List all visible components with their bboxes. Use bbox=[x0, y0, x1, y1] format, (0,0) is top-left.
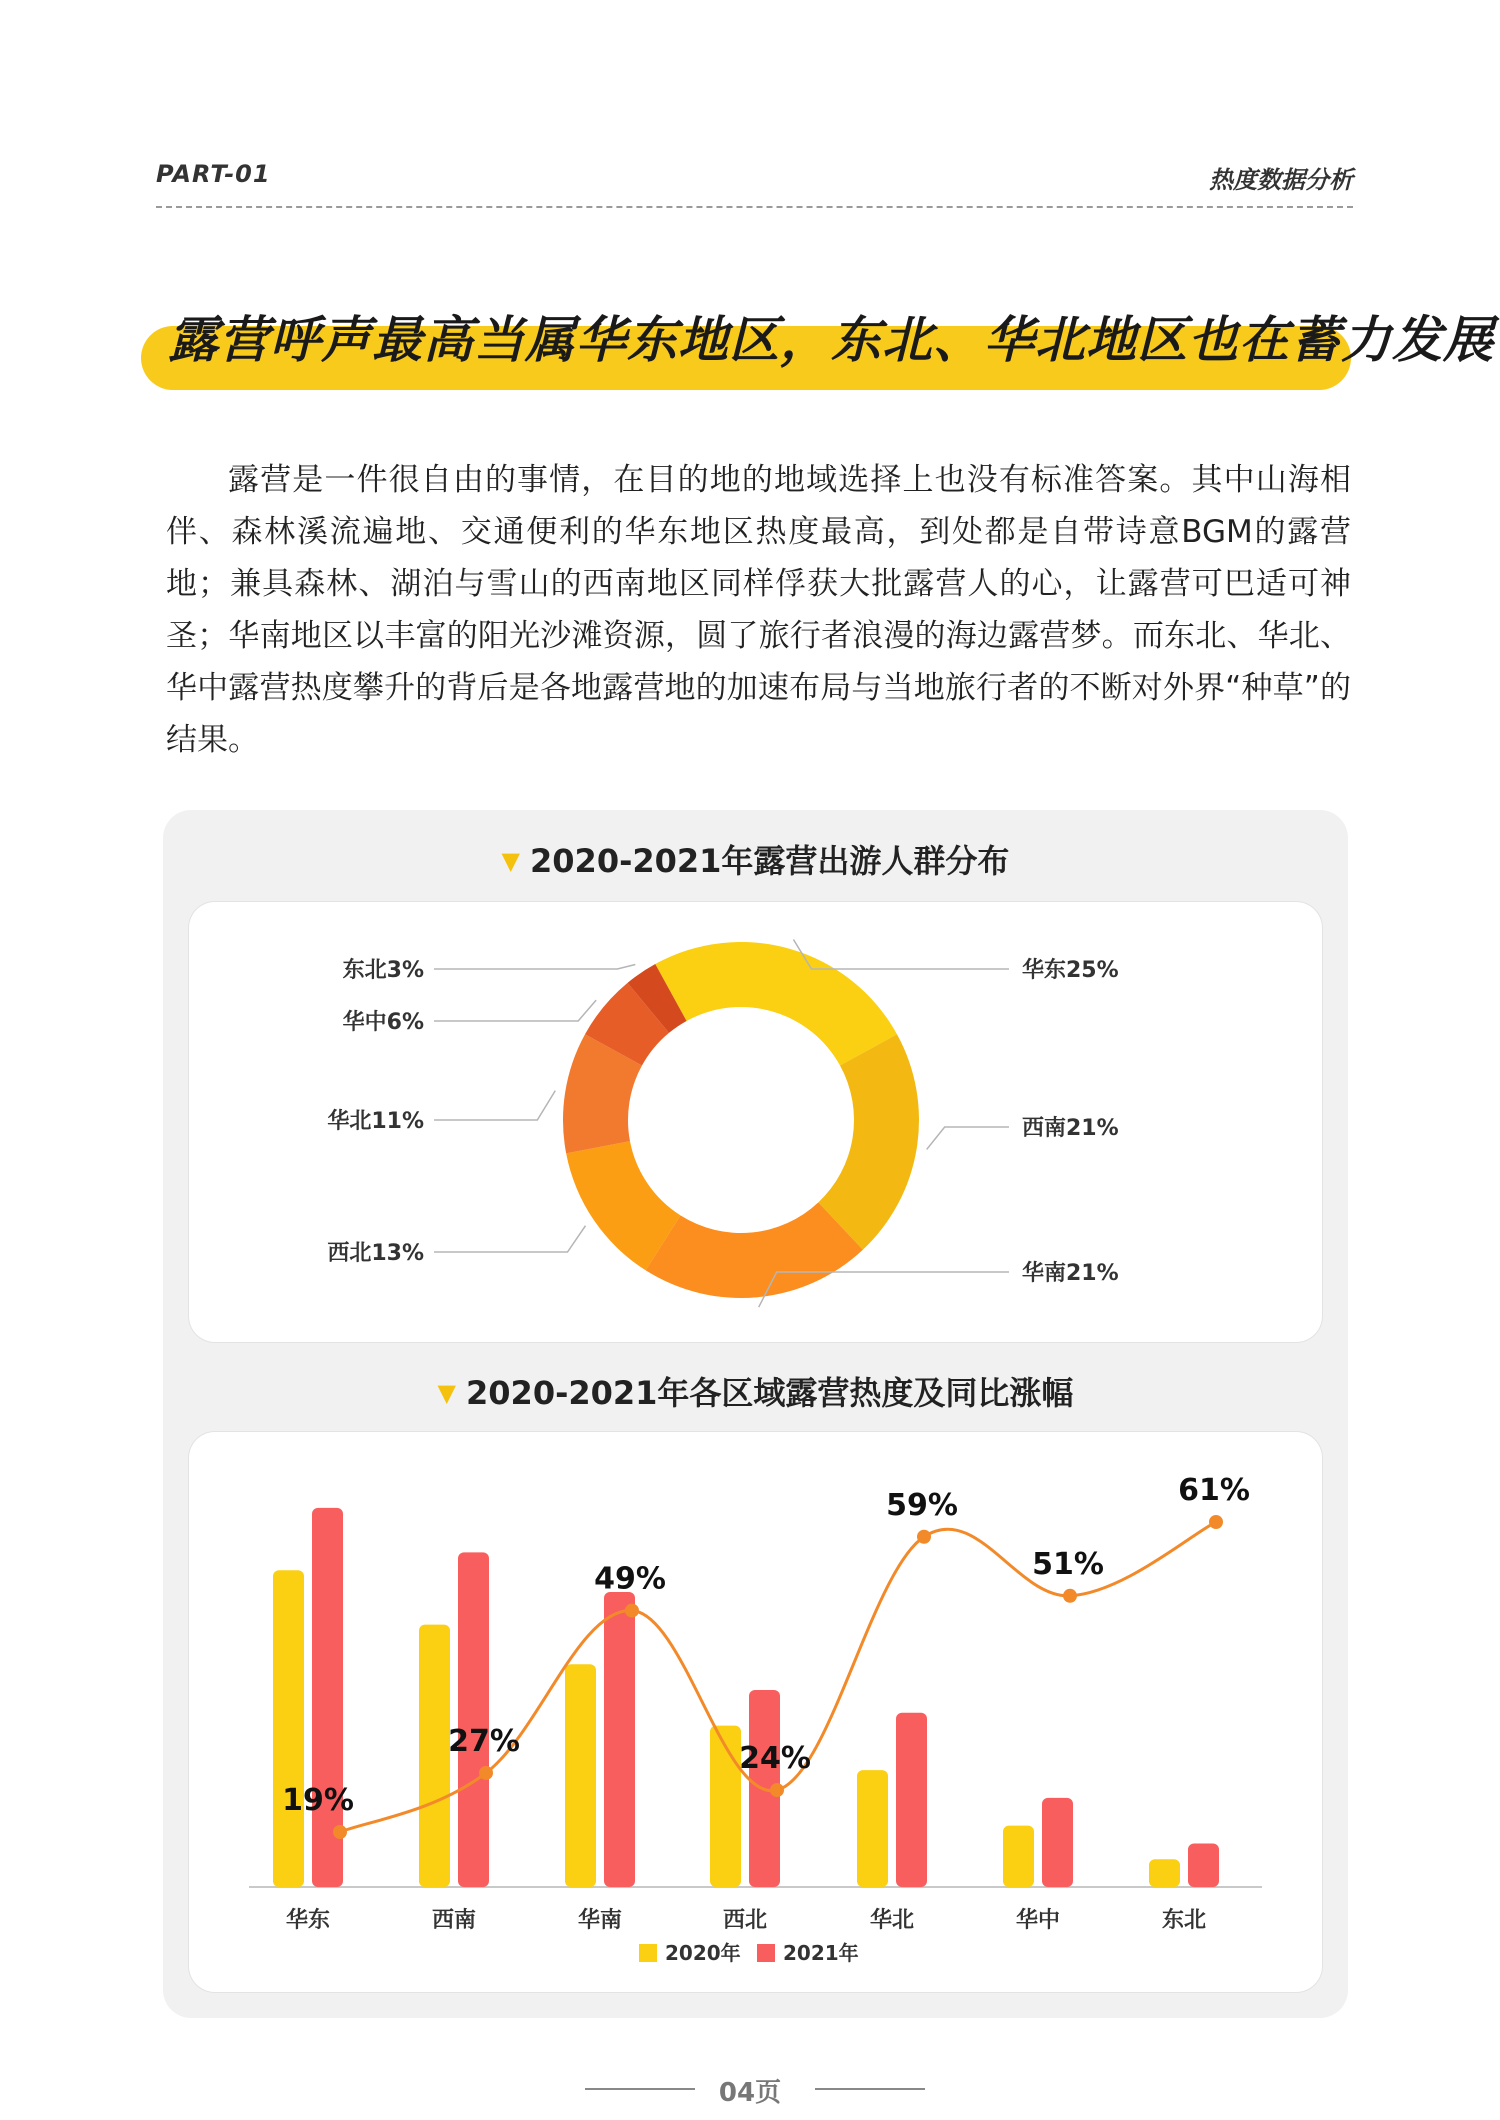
yoy-point bbox=[479, 1766, 493, 1780]
donut-label: 东北3% bbox=[342, 958, 424, 983]
donut-label: 华北11% bbox=[327, 1109, 424, 1134]
chart-panel bbox=[163, 810, 1348, 2018]
bar-2021 bbox=[896, 1713, 927, 1887]
x-tick-label: 华北 bbox=[869, 1908, 915, 1933]
triangle-down-icon: ▼ bbox=[437, 1379, 457, 1407]
bar-2021 bbox=[604, 1592, 635, 1887]
page-title: 露营呼声最高当属华东地区，东北、华北地区也在蓄力发展 bbox=[168, 311, 1494, 369]
donut-slice-east bbox=[655, 942, 897, 1066]
yoy-data-label: 27% bbox=[448, 1723, 520, 1759]
footer-line-right bbox=[815, 2088, 925, 2090]
bar-chart-title bbox=[163, 1368, 1348, 1414]
x-tick-label: 华东 bbox=[285, 1908, 331, 1933]
legend-swatch-2021 bbox=[757, 1944, 775, 1962]
donut-slice-southwest bbox=[818, 1034, 919, 1250]
x-tick-label: 华南 bbox=[577, 1908, 623, 1933]
yoy-point bbox=[1063, 1589, 1077, 1603]
donut-label: 西南21% bbox=[1022, 1116, 1119, 1141]
bar-2020 bbox=[857, 1770, 888, 1887]
bar-2020 bbox=[1149, 1859, 1180, 1887]
yoy-data-label: 19% bbox=[282, 1783, 354, 1818]
body-paragraph: 露营是一件很自由的事情，在目的地的地域选择上也没有标准答案。其中山海相伴、森林溪流遍地、交通便利的华东地区热度最高，到处都是自带诗意BGM的露营地；兼具森林、湖泊与雪山的西南地区同样俘获大批露营人的心，让露营可巴适可神圣；华南地区以丰富的阳光沙滩资源，圆了旅行者浪漫的海边露营梦。而东北、华北、华中露营热度攀升的背后是各地露营地的加速布局与当地旅行者的不断对外界“种草”的结果。 bbox=[166, 462, 1351, 758]
body-text bbox=[166, 454, 1351, 766]
x-tick-label: 东北 bbox=[1161, 1908, 1207, 1933]
yoy-point bbox=[1209, 1515, 1223, 1529]
bar-line-chart bbox=[189, 1432, 1322, 1992]
donut-chart bbox=[189, 902, 1322, 1342]
legend-swatch-2020 bbox=[639, 1944, 657, 1962]
page-number: 04页 bbox=[718, 2078, 782, 2108]
donut-label: 西北13% bbox=[327, 1241, 424, 1266]
donut-leader-line bbox=[927, 1127, 1009, 1149]
pie-chart-title bbox=[163, 836, 1348, 882]
donut-label: 华东25% bbox=[1022, 958, 1119, 983]
yoy-point bbox=[625, 1604, 639, 1618]
header-section: 热度数据分析 bbox=[1209, 166, 1353, 194]
yoy-data-label: 59% bbox=[886, 1487, 958, 1523]
pie-chart-title-text: 2020-2021年露营出游人群分布 bbox=[530, 842, 1010, 880]
pie-card bbox=[189, 902, 1322, 1342]
triangle-down-icon: ▼ bbox=[501, 847, 521, 875]
bar-2020 bbox=[710, 1726, 741, 1887]
yoy-point bbox=[770, 1783, 784, 1797]
x-tick-label: 西南 bbox=[431, 1908, 477, 1933]
x-tick-label: 华中 bbox=[1015, 1908, 1061, 1933]
donut-leader-line bbox=[434, 1091, 555, 1120]
bar-2020 bbox=[565, 1664, 596, 1887]
yoy-point bbox=[917, 1530, 931, 1544]
donut-label: 华中6% bbox=[342, 1010, 424, 1035]
x-tick-label: 西北 bbox=[722, 1908, 768, 1933]
bar-2020 bbox=[419, 1625, 450, 1887]
bar-chart-title-text: 2020-2021年各区域露营热度及同比涨幅 bbox=[466, 1374, 1074, 1412]
yoy-data-label: 51% bbox=[1032, 1546, 1104, 1582]
header-divider bbox=[156, 206, 1353, 208]
donut-leader-line bbox=[434, 965, 635, 969]
bar-2020 bbox=[1003, 1826, 1034, 1887]
yoy-data-label: 61% bbox=[1178, 1473, 1250, 1508]
bar-2021 bbox=[1188, 1843, 1219, 1887]
donut-label: 华南21% bbox=[1022, 1261, 1119, 1286]
legend-label: 2021年 bbox=[783, 1941, 859, 1965]
yoy-data-label: 49% bbox=[594, 1561, 666, 1597]
footer bbox=[0, 2068, 1500, 2108]
yoy-point bbox=[333, 1825, 347, 1839]
bar-2021 bbox=[1042, 1798, 1073, 1887]
donut-leader-line bbox=[434, 1226, 586, 1252]
legend-label: 2020年 bbox=[665, 1941, 741, 1965]
donut-leader-line bbox=[434, 1000, 596, 1021]
header-part: PART-01 bbox=[156, 160, 271, 188]
bar-card bbox=[189, 1432, 1322, 1992]
yoy-data-label: 24% bbox=[739, 1741, 811, 1777]
bar-2020 bbox=[273, 1570, 304, 1887]
bar-2021 bbox=[458, 1552, 489, 1887]
